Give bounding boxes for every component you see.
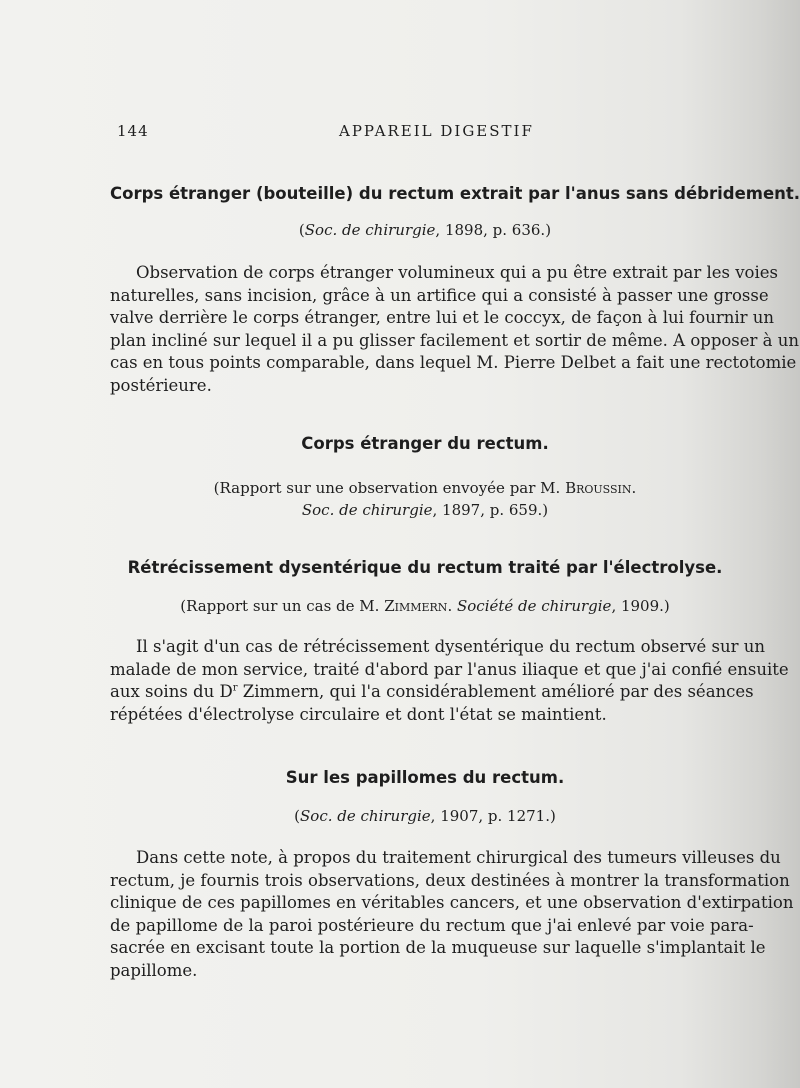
journal-name: Soc. de chirurgie (304, 221, 436, 239)
paragraph-line: papillome. (110, 960, 198, 980)
paragraph-line: cas en tous points comparable, dans lequel M. Pierre Delbet a fait une rectotomie (110, 353, 797, 372)
paragraph-line: naturelles, sans incision, grâce à un artifice qui a consisté à passer une grosse (110, 285, 769, 305)
journal-name: Soc. de chirurgie (301, 501, 433, 519)
running-head (117, 122, 717, 144)
section-paragraph (110, 847, 794, 982)
paragraph-line: aux soins du $D^r$ Zimmern, qui l'a considérablement amélioré par des séances (110, 682, 754, 701)
section-heading-foreign-body: Corps étranger du rectum. (301, 434, 549, 453)
section-citation: (Soc. de chirurgie, 1907, p. 1271.) (294, 807, 556, 825)
paragraph-line: de papillome de la paroi postérieure du rectum que j'ai enlevé par voie para- (110, 915, 754, 935)
section-paragraph (110, 636, 789, 726)
paragraph-line: clinique de ces papillomes en véritables cancers, et une observation d'extirpation (110, 893, 794, 912)
author-name: Zimmern (384, 597, 448, 615)
section-heading-foreign-body-bottle: Corps étranger (bouteille) du rectum extrait par l'anus sans débridement. (110, 184, 800, 203)
section-citation: (Rapport sur une observation envoyée par M. Broussin. (213, 479, 637, 497)
section-citation: Soc. de chirurgie, 1897, p. 659.) (301, 501, 549, 519)
chapter-title: APPAREIL DIGESTIF (339, 122, 534, 140)
paragraph-line: plan incliné sur lequel il a pu glisser facilement et sortir de même. A opposer à un (110, 330, 800, 350)
page-number: 144 (117, 122, 149, 140)
section-citation: (Soc. de chirurgie, 1898, p. 636.) (298, 221, 552, 239)
paragraph-line: répétées d'électrolyse circulaire et dont l'état se maintient. (110, 704, 607, 724)
paragraph-line: malade de mon service, traité d'abord par l'anus iliaque et que j'ai confié ensuite (110, 659, 789, 679)
paragraph-line: Dans cette note, à propos du traitement chirurgical des tumeurs villeuses du (136, 848, 781, 867)
section-citation: (Rapport sur un cas de M. Zimmern. Société de chirurgie, 1909.) (180, 597, 670, 615)
paragraph-line: sacrée en excisant toute la portion de la muqueuse sur laquelle s'implantait le (110, 938, 766, 957)
author-name: Broussin (565, 479, 632, 497)
journal-name: Soc. de chirurgie (300, 807, 431, 825)
section-heading-stricture: Rétrécissement dysentérique du rectum traité par l'électrolyse. (127, 558, 723, 577)
paragraph-line: valve derrière le corps étranger, entre lui et le coccyx, de façon à lui fournir un (110, 308, 775, 327)
paragraph-line: postérieure. (110, 375, 212, 395)
paragraph-line: Il s'agit d'un cas de rétrécissement dysentérique du rectum observé sur un (136, 637, 766, 656)
paragraph-line: Observation de corps étranger volumineux qui a pu être extrait par les voies (136, 263, 778, 282)
section-heading-papillomas: Sur les papillomes du rectum. (285, 768, 565, 787)
section-paragraph (110, 262, 800, 397)
paragraph-line: rectum, je fournis trois observations, deux destinées à montrer la transformation (110, 870, 790, 890)
journal-name: Société de chirurgie (456, 597, 612, 615)
